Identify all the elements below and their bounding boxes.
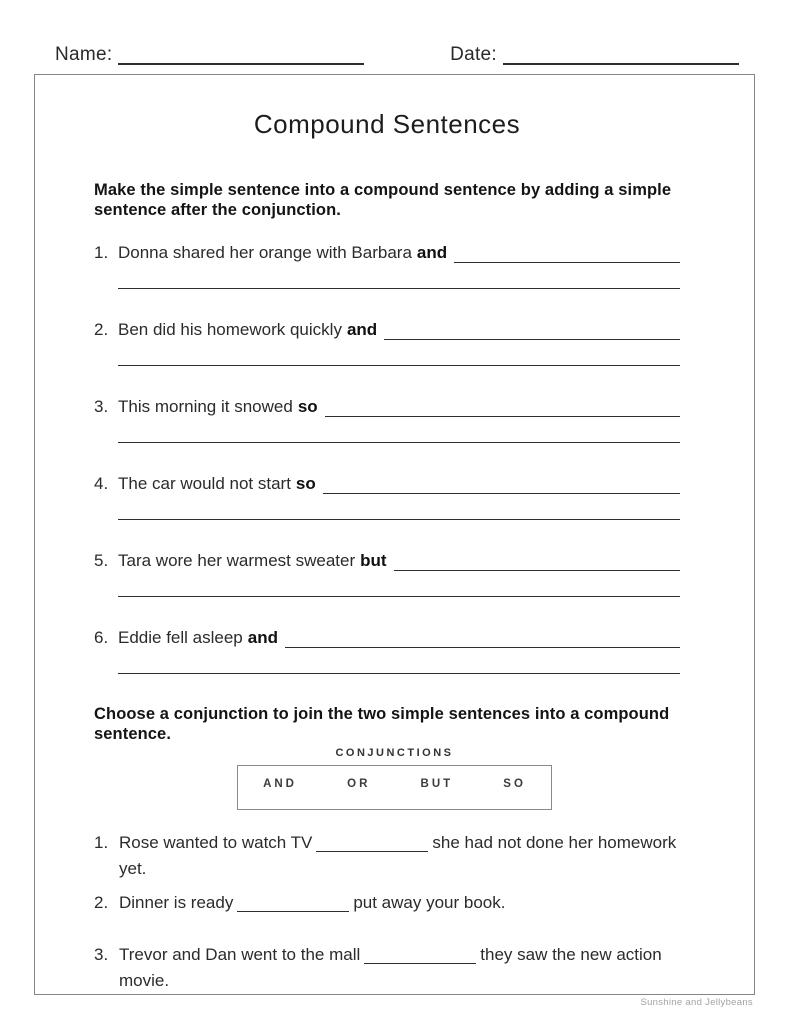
sentence-after-blank: she had not done her homework yet. — [119, 833, 677, 878]
section2-items — [94, 830, 680, 994]
item-sentence: Ben did his homework quickly — [118, 320, 342, 339]
sentence-before-blank: Trevor and Dan went to the mall — [119, 945, 361, 964]
item-number: 4. — [94, 474, 109, 493]
answer-blank-line2[interactable] — [118, 572, 680, 597]
answer-blank[interactable] — [454, 260, 680, 263]
exercise-sentence-row — [94, 627, 680, 649]
worksheet-body — [34, 74, 755, 995]
item-conjunction: so — [297, 397, 318, 416]
item-number: 2. — [94, 893, 109, 912]
exercise-item-2 — [94, 319, 680, 366]
item-sentence: This morning it snowed — [118, 397, 293, 416]
exercise-item-3 — [94, 396, 680, 443]
item-conjunction: and — [416, 243, 448, 262]
answer-blank-line2[interactable] — [118, 649, 680, 674]
conjunction-option-and: AND — [263, 777, 297, 790]
exercise-item-1 — [94, 242, 680, 289]
exercise-sentence-row — [94, 473, 680, 495]
answer-blank[interactable] — [394, 568, 680, 571]
item-conjunction: and — [247, 628, 278, 647]
answer-blank[interactable] — [323, 491, 680, 494]
item-number: 3. — [94, 397, 109, 416]
fill-item-1 — [94, 830, 680, 882]
exercise-sentence-row — [94, 319, 680, 341]
fill-item-2 — [94, 890, 680, 916]
fill-sentence — [119, 942, 680, 994]
date-input-line[interactable] — [503, 61, 739, 65]
item-sentence: Tara wore her warmest sweater — [118, 551, 356, 570]
conjunctions-word-bank — [237, 765, 552, 810]
answer-blank-line2[interactable] — [118, 495, 680, 520]
conjunction-answer-blank[interactable] — [316, 838, 428, 852]
answer-blank[interactable] — [325, 414, 680, 417]
item-sentence: The car would not start — [118, 474, 291, 493]
name-label: Name: — [55, 44, 113, 65]
conjunction-answer-blank[interactable] — [237, 898, 349, 912]
conjunctions-label: CONJUNCTIONS — [335, 747, 454, 759]
fill-item-3 — [94, 942, 680, 994]
section1-instructions: Make the simple sentence into a compound sentence by adding a simple sentence after the conjunction. — [94, 181, 672, 219]
answer-blank[interactable] — [285, 645, 680, 648]
footer-credit: Sunshine and Jellybeans — [640, 997, 753, 1008]
sentence-after-blank: put away your book. — [353, 893, 506, 912]
item-number: 5. — [94, 551, 109, 570]
conjunction-answer-blank[interactable] — [364, 950, 476, 964]
sentence-before-blank: Dinner is ready — [119, 893, 234, 912]
section1-items — [94, 242, 680, 674]
conjunction-option-or: OR — [347, 777, 371, 790]
name-field — [55, 44, 364, 66]
item-number: 6. — [94, 628, 109, 647]
item-number: 2. — [94, 320, 109, 339]
item-sentence: Donna shared her orange with Barbara — [118, 243, 412, 262]
page-title: Compound Sentences — [253, 109, 521, 139]
exercise-item-5 — [94, 550, 680, 597]
item-conjunction: and — [346, 320, 378, 339]
fill-sentence — [119, 830, 680, 882]
date-field — [450, 44, 739, 66]
answer-blank-line2[interactable] — [118, 418, 680, 443]
conjunction-option-so: SO — [503, 777, 526, 790]
exercise-sentence-row — [94, 242, 680, 264]
section2-instructions: Choose a conjunction to join the two simple sentences into a compound sentence. — [94, 705, 670, 743]
item-conjunction: but — [360, 551, 387, 570]
sentence-before-blank: Rose wanted to watch TV — [119, 833, 313, 852]
exercise-sentence-row — [94, 396, 680, 418]
item-number: 1. — [94, 243, 109, 262]
exercise-sentence-row — [94, 550, 680, 572]
item-number: 1. — [94, 833, 109, 852]
header — [0, 0, 791, 66]
item-sentence: Eddie fell asleep — [118, 628, 243, 647]
answer-blank-line2[interactable] — [118, 264, 680, 289]
exercise-item-4 — [94, 473, 680, 520]
date-label: Date: — [450, 44, 497, 65]
item-number: 3. — [94, 945, 109, 964]
conjunction-option-but: BUT — [420, 777, 454, 790]
item-conjunction: so — [295, 474, 316, 493]
sentence-after-blank: they saw the new action movie. — [119, 945, 662, 990]
answer-blank[interactable] — [384, 337, 680, 340]
answer-blank-line2[interactable] — [118, 341, 680, 366]
exercise-item-6 — [94, 627, 680, 674]
name-input-line[interactable] — [118, 61, 364, 65]
fill-sentence — [119, 890, 680, 916]
